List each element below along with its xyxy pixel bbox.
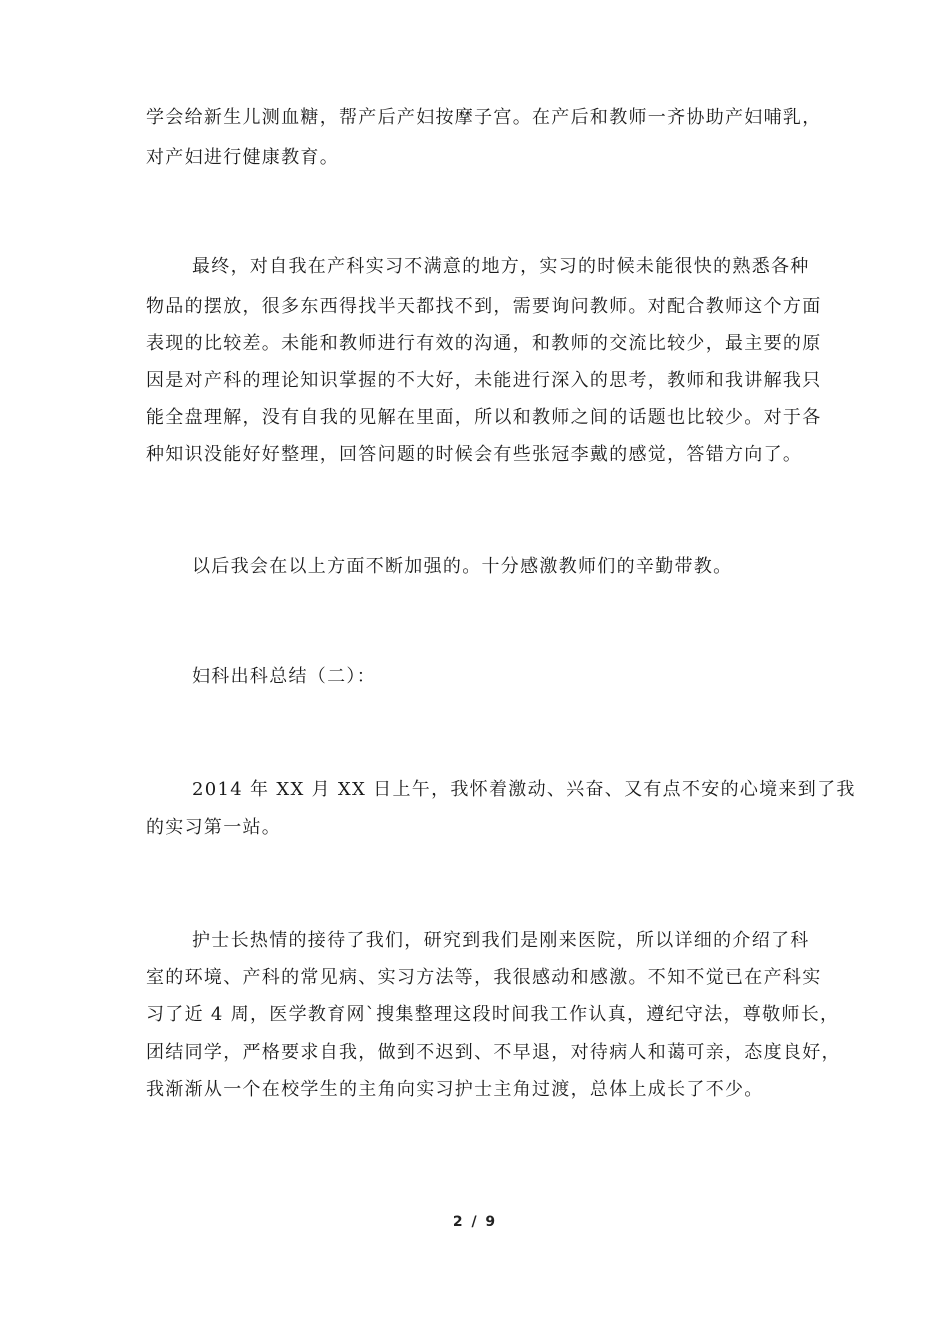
- paragraph-5-line-2: 的实习第一站。: [146, 817, 282, 838]
- paragraph-1-line-2: 对产妇进行健康教育。: [146, 147, 339, 168]
- paragraph-2-line-1: 最终，对自我在产科实习不满意的地方，实习的时候未能很快的熟悉各种: [192, 256, 810, 277]
- paragraph-2-line-4: 因是对产科的理论知识掌握的不大好，未能进行深入的思考，教师和我讲解我只: [146, 370, 822, 391]
- page-number: 2 / 9: [452, 1214, 498, 1230]
- paragraph-3-line-1: 以后我会在以上方面不断加强的。十分感激教师们的辛勤带教。: [192, 556, 733, 577]
- paragraph-2-line-5: 能全盘理解，没有自我的见解在里面，所以和教师之间的话题也比较少。对于各: [146, 407, 822, 428]
- paragraph-6-line-1: 护士长热情的接待了我们，研究到我们是刚来医院，所以详细的介绍了科: [192, 930, 810, 951]
- section-heading: 妇科出科总结（二）：: [192, 666, 376, 687]
- paragraph-6-line-5: 我渐渐从一个在校学生的主角向实习护士主角过渡，总体上成长了不少。: [146, 1079, 764, 1100]
- paragraph-2-line-2: 物品的摆放，很多东西得找半天都找不到，需要询问教师。对配合教师这个方面: [146, 296, 822, 317]
- paragraph-5-line-1: 2014 年 XX 月 XX 日上午，我怀着激动、兴奋、又有点不安的心境来到了我: [192, 779, 856, 800]
- paragraph-2-line-6: 种知识没能好好整理，回答问题的时候会有些张冠李戴的感觉，答错方向了。: [146, 444, 803, 465]
- paragraph-6-line-3: 习了近 4 周，医学教育网`搜集整理这段时间我工作认真，遵纪守法，尊敬师长，: [146, 1004, 840, 1025]
- paragraph-2-line-3: 表现的比较差。未能和教师进行有效的沟通，和教师的交流比较少，最主要的原: [146, 333, 822, 354]
- paragraph-6-line-4: 团结同学，严格要求自我，做到不迟到、不早退，对待病人和蔼可亲，态度良好，: [146, 1042, 841, 1063]
- paragraph-6-line-2: 室的环境、产科的常见病、实习方法等，我很感动和感激。不知不觉已在产科实: [146, 967, 822, 988]
- paragraph-1-line-1: 学会给新生儿测血糖，帮产后产妇按摩子宫。在产后和教师一齐协助产妇哺乳，: [146, 107, 822, 128]
